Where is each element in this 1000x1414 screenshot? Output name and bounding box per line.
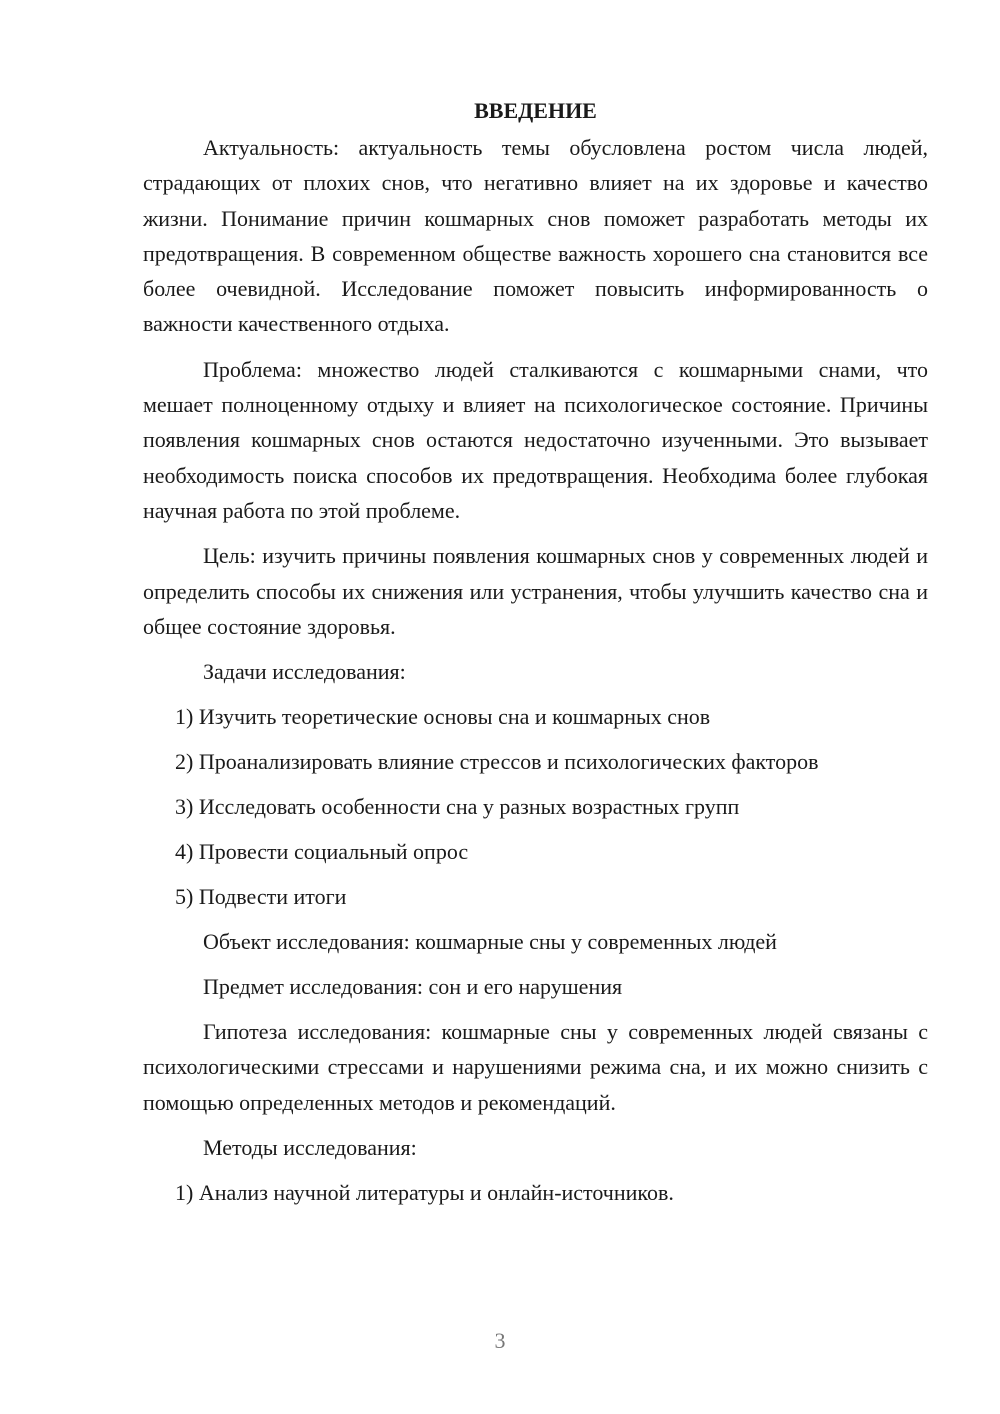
task-item: 2) Проанализировать влияние стрессов и психологических факторов: [175, 749, 819, 775]
task-item: 4) Провести социальный опрос: [175, 839, 469, 865]
problem-paragraph: Проблема: множество людей сталкиваются с кошмарными снами, что мешает полноценному отдыху и влияет на психологическое состояние. Причины появления кошмарных снов остаются недостаточно изученными. Это вызывает необходимость поиска способов их предотвращения. Необходима более глубокая научная работа по этой проблеме.: [143, 356, 928, 523]
document-title: ВВЕДЕНИЕ: [474, 98, 597, 123]
relevance-paragraph: Актуальность: актуальность темы обусловлена ростом числа людей, страдающих от плохих снов, что негативно влияет на их здоровье и качество жизни. Понимание причин кошмарных снов поможет разработать методы их предотвращения. В современном обществе важность хорошего сна становится все более очевидной. Исследование поможет повысить информированность о важности качественного отдыха.: [143, 135, 928, 337]
methods-list: [143, 1175, 928, 1210]
hypothesis-paragraph: Гипотеза исследования: кошмарные сны у современных людей связаны с психологическими стрессами и нарушениями режима сна, и их можно снизить с помощью определенных методов и рекомендаций.: [143, 1019, 928, 1115]
task-item: 5) Подвести итоги: [175, 884, 347, 910]
methods-heading: Методы исследования:: [203, 1135, 417, 1161]
tasks-list: [143, 699, 928, 914]
tasks-heading: Задачи исследования:: [203, 659, 406, 685]
research-object: Объект исследования: кошмарные сны у современных людей: [203, 929, 777, 955]
goal-paragraph: Цель: изучить причины появления кошмарных снов у современных людей и определить способы их снижения или устранения, чтобы улучшить качество сна и общее состояние здоровья.: [143, 543, 928, 639]
method-item: 1) Анализ научной литературы и онлайн-источников.: [175, 1180, 674, 1206]
research-subject: Предмет исследования: сон и его нарушения: [203, 974, 623, 1000]
task-item: 3) Исследовать особенности сна у разных возрастных групп: [175, 794, 740, 820]
page-number: 3: [494, 1328, 506, 1353]
task-item: 1) Изучить теоретические основы сна и кошмарных снов: [175, 704, 711, 730]
document-page: [143, 96, 928, 1220]
